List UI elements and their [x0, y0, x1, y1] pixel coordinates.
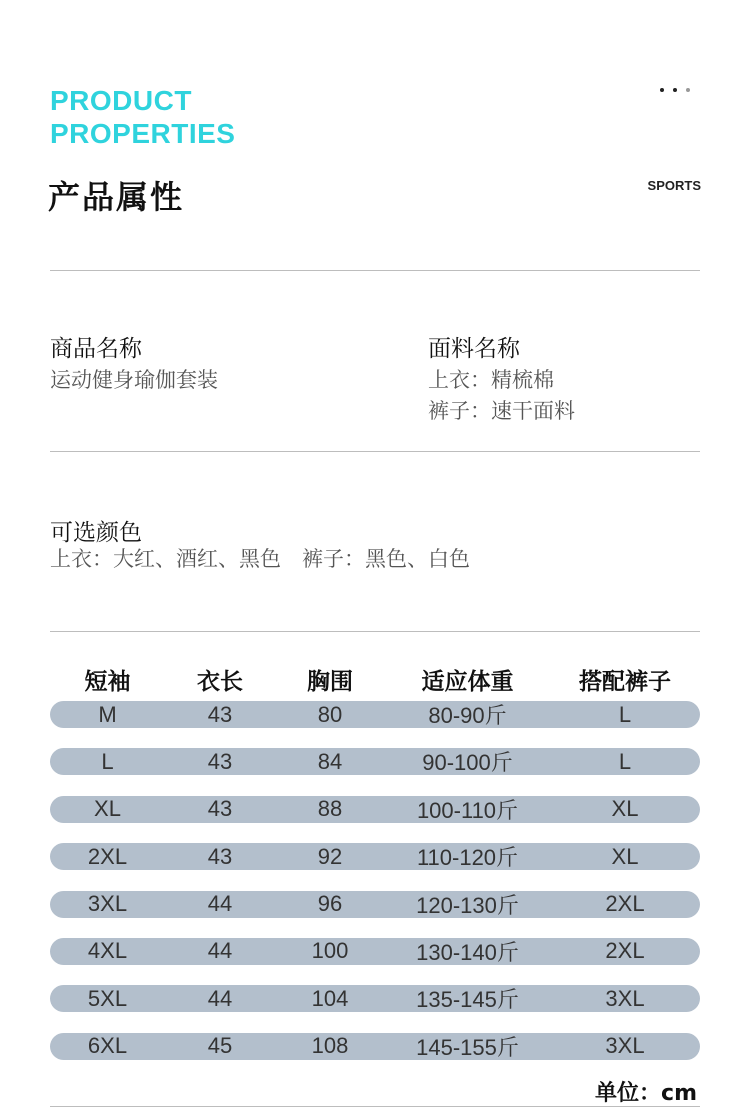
- divider: [50, 631, 700, 632]
- sports-label: SPORTS: [647, 178, 701, 193]
- table-cell: L: [101, 748, 114, 774]
- product-name-label: 商品名称: [50, 336, 142, 362]
- table-cell: 100: [311, 938, 349, 964]
- fabric-label: 面料名称: [428, 336, 520, 362]
- table-row: [50, 891, 700, 918]
- header-cell-pants: 搭配裤子: [579, 669, 671, 695]
- table-cell: 43: [207, 748, 233, 774]
- table-cell: 80-90斤: [428, 703, 507, 728]
- dot-icon: [686, 88, 690, 92]
- table-row: [50, 985, 700, 1012]
- divider: [50, 451, 700, 452]
- table-cell: 43: [207, 701, 233, 727]
- table-cell: 44: [207, 891, 233, 917]
- table-cell: 6XL: [87, 1033, 128, 1059]
- dots-icon: [660, 88, 690, 92]
- table-cell: XL: [94, 796, 121, 822]
- fabric-top-value: 上衣：精梳棉: [428, 368, 554, 392]
- table-cell: 92: [317, 843, 343, 869]
- table-cell: XL: [611, 796, 639, 822]
- table-cell: L: [618, 701, 632, 727]
- english-title: [50, 84, 235, 150]
- dot-icon: [673, 88, 677, 92]
- table-row: [50, 701, 700, 728]
- header-cell-chest: 胸围: [307, 669, 353, 695]
- table-row: [50, 748, 700, 775]
- table-cell: 135-145斤: [416, 987, 519, 1013]
- colors-value: 上衣：大红、酒红、黑色 裤子：黑色、白色: [50, 547, 470, 571]
- product-name-value: 运动健身瑜伽套装: [50, 368, 218, 392]
- page-title: 产品属性: [48, 178, 185, 216]
- table-cell: 110-120斤: [416, 845, 519, 871]
- header-cell-size: 短袖: [84, 669, 131, 695]
- table-cell: 3XL: [605, 985, 645, 1011]
- table-row: [50, 796, 700, 823]
- table-cell: 2XL: [605, 891, 645, 917]
- table-cell: 3XL: [87, 891, 128, 917]
- table-cell: 145-155斤: [416, 1034, 519, 1060]
- table-cell: 5XL: [87, 985, 128, 1011]
- header-cell-length: 衣长: [197, 669, 243, 695]
- table-cell: 45: [207, 1033, 233, 1059]
- colors-label: 可选颜色: [50, 520, 142, 546]
- english-title-line-1: PRODUCT: [50, 85, 192, 116]
- size-table-header: [50, 663, 700, 695]
- table-cell: 43: [207, 843, 233, 869]
- table-cell: 3XL: [605, 1033, 645, 1059]
- table-cell: 104: [311, 985, 349, 1011]
- table-cell: 130-140斤: [416, 939, 519, 965]
- table-cell: 120-130斤: [416, 892, 519, 918]
- table-cell: M: [98, 701, 117, 727]
- table-row: [50, 843, 700, 870]
- table-cell: 100-110斤: [416, 797, 519, 823]
- table-cell: 2XL: [87, 843, 128, 869]
- table-cell: XL: [611, 843, 639, 869]
- table-cell: L: [618, 748, 632, 774]
- table-cell: 80: [317, 701, 343, 727]
- table-cell: 4XL: [87, 938, 128, 964]
- english-title-line-2: PROPERTIES: [50, 118, 236, 149]
- table-cell: 108: [311, 1033, 349, 1059]
- table-cell: 84: [317, 748, 343, 774]
- table-row: [50, 1033, 700, 1060]
- unit-label: 单位：cm: [595, 1081, 697, 1106]
- divider: [50, 270, 700, 271]
- header-cell-weight: 适应体重: [421, 669, 514, 695]
- divider: [50, 1106, 700, 1107]
- dot-icon: [660, 88, 664, 92]
- table-cell: 90-100斤: [422, 750, 513, 776]
- table-row: [50, 938, 700, 965]
- table-cell: 2XL: [605, 938, 645, 964]
- table-cell: 44: [207, 938, 233, 964]
- table-cell: 88: [317, 796, 343, 822]
- size-table-body: [50, 701, 700, 1080]
- table-cell: 96: [317, 891, 343, 917]
- fabric-pants-value: 裤子：速干面料: [428, 399, 575, 423]
- table-cell: 44: [207, 985, 233, 1011]
- table-cell: 43: [207, 796, 233, 822]
